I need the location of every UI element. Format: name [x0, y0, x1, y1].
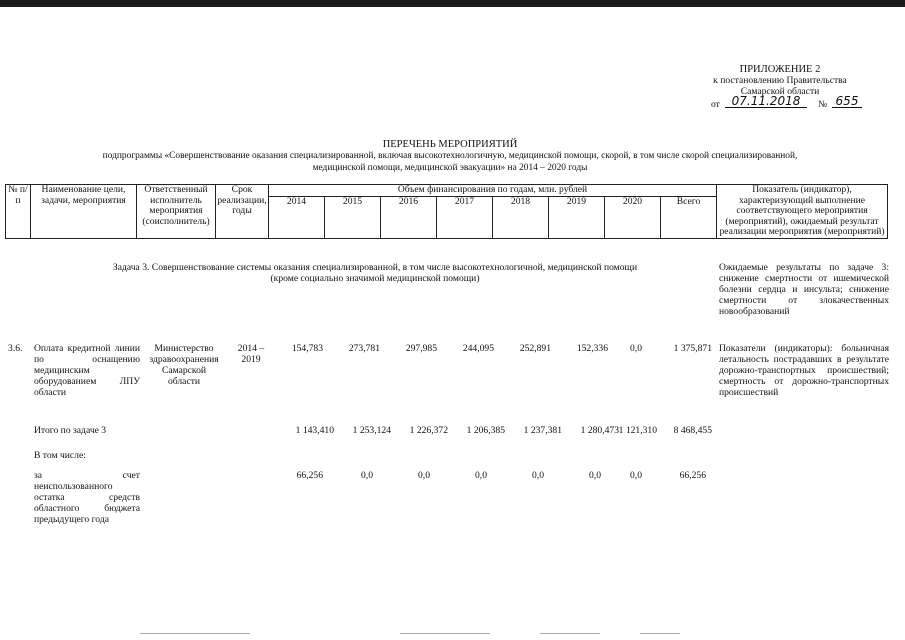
row-value: 0,0 — [630, 343, 642, 354]
task-title-line2: (кроме социально значимой медицинской помощи) — [270, 273, 480, 284]
appendix-number-prefix: № — [818, 99, 828, 110]
row-value: 252,891 — [519, 343, 551, 354]
row-value: 154,783 — [291, 343, 323, 354]
appendix-date: 07.11.2018 — [725, 96, 807, 108]
header-executor: Ответственный исполнитель мероприятия (соисполнитель) — [137, 185, 216, 239]
row-value: 297,985 — [405, 343, 437, 354]
total-value: 1 280,473 — [580, 425, 619, 436]
scan-artifact-line — [640, 633, 680, 634]
row-term: 2014 – 2019 — [237, 343, 265, 365]
header-name: Наименование цели, задачи, мероприятия — [31, 185, 137, 239]
header-year: 2017 — [437, 197, 493, 239]
doc-title: ПЕРЕЧЕНЬ МЕРОПРИЯТИЙ — [382, 139, 518, 150]
doc-subtitle-line1: подпрограммы «Совершенствование оказания специализированной, включая высокотехнологичную, медицинской помощи, скорой, в том числе скорой специализированной, — [102, 151, 798, 161]
task-expected-results: Ожидаемые результаты по задаче 3: снижение смертности от ишемической болезни сердца и инсульта; снижение смертности от злокачественных новообразований — [719, 262, 889, 317]
total-value: 1 206,385 — [466, 425, 505, 436]
row-indicator: Показатели (индикаторы): больничная летальность пострадавших в результате дорожно-транспортных происшествий; смертность от дорожно-транспортных происшествий — [719, 343, 889, 398]
header-num: № п/п — [6, 185, 31, 239]
row-executor: Министерство здравоохранения Самарской области — [149, 343, 219, 387]
unused-value: 0,0 — [418, 470, 430, 481]
including-label: В том числе: — [34, 450, 86, 461]
appendix-date-prefix: от — [711, 99, 720, 110]
row-value: 244,095 — [462, 343, 494, 354]
appendix-line1: к постановлению Правительства — [713, 75, 847, 86]
header-year: 2018 — [493, 197, 549, 239]
total-value: 1 121,310 — [618, 425, 657, 436]
header-year: 2016 — [381, 197, 437, 239]
total-value: 1 237,381 — [523, 425, 562, 436]
header-financing: Объем финансирования по годам, млн. рублей — [269, 185, 717, 197]
unused-value: 0,0 — [532, 470, 544, 481]
total-value: 1 253,124 — [352, 425, 391, 436]
total-value: 1 226,372 — [409, 425, 448, 436]
row-total: 1 375,871 — [673, 343, 712, 354]
appendix-title: ПРИЛОЖЕНИЕ 2 — [739, 64, 821, 75]
row-value: 273,781 — [348, 343, 380, 354]
unused-label: за счет неиспользованного остатка средств областного бюджета предыдущего года — [34, 470, 140, 525]
header-year: 2014 — [269, 197, 325, 239]
unused-value: 0,0 — [589, 470, 601, 481]
appendix-line2: Самарской области — [740, 86, 820, 97]
unused-value: 0,0 — [630, 470, 642, 481]
total-value: 1 143,410 — [295, 425, 334, 436]
header-year: 2015 — [325, 197, 381, 239]
row-number: 3.6. — [8, 343, 23, 354]
total-sum: 8 468,455 — [673, 425, 712, 436]
header-indicator: Показатель (индикатор), характеризующий выполнение соответствующего мероприятия (мероприятий), ожидаемый результат реализации мероприятия (мероприятий) — [717, 185, 888, 239]
header-total: Всего — [661, 197, 717, 239]
doc-subtitle-line2: медицинской помощи, медицинской эвакуации» на 2014 – 2020 годы — [312, 163, 588, 173]
unused-value: 0,0 — [361, 470, 373, 481]
header-year: 2020 — [605, 197, 661, 239]
appendix-number: 655 — [832, 96, 862, 108]
header-term: Срок реализации, годы — [216, 185, 269, 239]
unused-total: 66,256 — [679, 470, 706, 481]
scan-artifact-line — [400, 633, 490, 634]
scan-artifact-line — [140, 633, 250, 634]
unused-value: 66,256 — [296, 470, 323, 481]
unused-value: 0,0 — [475, 470, 487, 481]
header-table — [5, 184, 888, 239]
total-label: Итого по задаче 3 — [34, 425, 107, 436]
row-value: 152,336 — [576, 343, 608, 354]
row-name: Оплата кредитной линии по оснащению медицинским оборудованием ЛПУ области — [34, 343, 140, 398]
header-year: 2019 — [549, 197, 605, 239]
scan-top-border — [0, 0, 905, 7]
scan-artifact-line — [540, 633, 600, 634]
task-title-line1: Задача 3. Совершенствование системы оказания специализированной, в том числе высокотехнологичной, медицинской помощи — [112, 262, 638, 273]
